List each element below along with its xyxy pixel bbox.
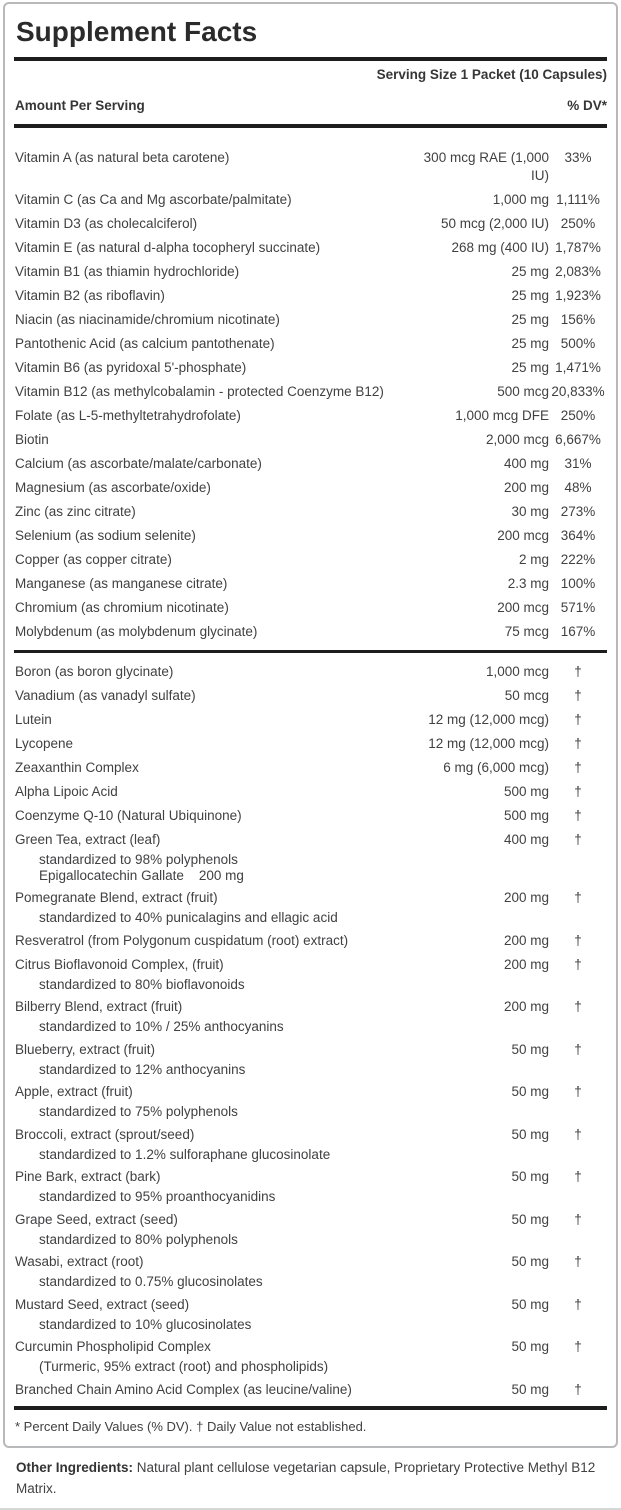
ingredient-subnotes (39, 852, 607, 883)
ingredient-row (15, 263, 607, 281)
ingredient-name: Pomegranate Blend, extract (fruit) (15, 890, 218, 905)
ingredient-subnote: standardized to 10% glucosinolates (39, 1316, 252, 1332)
ingredient-name: Citrus Bioflavonoid Complex, (fruit) (15, 956, 224, 972)
ingredient-row (15, 759, 607, 777)
ingredient-dv: † (574, 832, 582, 847)
ingredient-amount: 12 mg (12,000 mcg) (428, 736, 549, 751)
ingredient-row (15, 831, 607, 849)
ingredient-dv: † (574, 1084, 582, 1099)
ingredient-subnotes (39, 1147, 607, 1163)
ingredient-dv: † (574, 1126, 582, 1142)
ingredient-row (15, 191, 607, 209)
ingredient-row (15, 239, 607, 257)
ingredient-subnote: standardized to 0.75% glucosinolates (39, 1274, 263, 1289)
ingredient-dv: 6,667% (555, 432, 601, 447)
ingredient-subnote: Epigallocatechin Gallate 200 mg (39, 867, 244, 883)
percent-dv-header: % DV* (567, 98, 607, 113)
ingredient-dv: 273% (560, 504, 596, 519)
ingredient-name: Vitamin B6 (as pyridoxal 5'-phosphate) (15, 360, 247, 375)
ingredient-name: Curcumin Phospholipid Complex (15, 1339, 211, 1354)
ingredient-row (15, 1041, 607, 1059)
ingredient-amount: 500 mcg (497, 384, 549, 399)
ingredient-name: Vitamin B12 (as methylcobalamin - protected Coenzyme B12) (15, 384, 384, 399)
ingredient-amount: 50 mg (511, 1381, 549, 1397)
ingredient-subnote: standardized to 80% bioflavonoids (39, 976, 245, 992)
ingredient-amount: 1,000 mg (492, 192, 549, 207)
ingredient-name: Zeaxanthin Complex (15, 760, 139, 775)
ingredient-row (15, 687, 607, 705)
ingredient-amount: 25 mg (511, 288, 549, 303)
ingredient-dv: † (574, 1381, 582, 1397)
ingredient-dv: 33% (564, 150, 592, 165)
ingredient-row (15, 1211, 607, 1229)
ingredient-name: Manganese (as manganese citrate) (15, 576, 228, 591)
ingredient-row (15, 1168, 607, 1186)
ingredient-dv: 2,083% (555, 264, 601, 279)
ingredient-dv: † (574, 956, 582, 972)
ingredient-name: Wasabi, extract (root) (15, 1254, 144, 1269)
ingredient-amount: 25 mg (511, 336, 549, 351)
ingredient-dv: 1,111% (556, 192, 600, 207)
ingredient-subnotes (39, 1189, 607, 1205)
ingredient-amount: 25 mg (511, 264, 549, 279)
section-divider (14, 650, 607, 653)
ingredient-amount: 50 mcg (2,000 IU) (440, 216, 549, 231)
no-daily-value-rows (14, 663, 607, 1399)
ingredient-subnote: (Turmeric, 95% extract (root) and phospholipids) (39, 1359, 329, 1374)
ingredient-row (15, 215, 607, 233)
ingredient-dv: † (574, 784, 582, 799)
ingredient-row (15, 527, 607, 545)
other-ingredients (16, 1457, 605, 1499)
ingredient-amount: 50 mg (511, 1169, 549, 1184)
ingredient-name: Coenzyme Q-10 (Natural Ubiquinone) (15, 808, 242, 823)
ingredient-dv: † (574, 1296, 582, 1312)
ingredient-subnotes (39, 977, 607, 993)
ingredient-amount: 200 mg (503, 999, 549, 1014)
ingredient-subnotes (39, 1104, 607, 1120)
ingredient-dv: 222% (560, 552, 596, 567)
ingredient-name: Bilberry Blend, extract (fruit) (15, 999, 183, 1014)
ingredient-amount: 50 mg (511, 1126, 549, 1142)
ingredient-row (15, 998, 607, 1016)
ingredient-subnote: standardized to 1.2% sulforaphane glucosinolate (39, 1146, 331, 1162)
header-rule-bottom (14, 124, 607, 128)
ingredient-amount: 50 mg (511, 1041, 549, 1057)
ingredient-row (15, 599, 607, 617)
ingredient-amount: 50 mg (511, 1084, 549, 1099)
ingredient-subnotes (39, 1232, 607, 1248)
ingredient-dv: † (574, 1339, 582, 1354)
ingredient-name: Vitamin A (as natural beta carotene) (15, 150, 230, 165)
ingredient-dv: † (574, 1041, 582, 1057)
ingredient-amount: 400 mg (503, 456, 549, 471)
ingredient-dv: † (574, 808, 582, 823)
ingredient-name: Vitamin E (as natural d-alpha tocopheryl succinate) (15, 240, 321, 255)
ingredient-name: Calcium (as ascorbate/malate/carbonate) (15, 456, 262, 471)
ingredient-row (15, 311, 607, 329)
ingredient-name: Biotin (15, 432, 49, 447)
ingredient-row (15, 932, 607, 950)
ingredient-name: Magnesium (as ascorbate/oxide) (15, 480, 211, 495)
ingredient-name: Vitamin C (as Ca and Mg ascorbate/palmitate) (15, 192, 292, 207)
ingredient-subnotes (39, 1359, 607, 1375)
bottom-divider (0, 1508, 621, 1510)
ingredient-subnotes (39, 910, 607, 926)
ingredient-amount: 400 mg (503, 832, 549, 847)
ingredient-subnote: standardized to 10% / 25% anthocyanins (39, 1019, 284, 1034)
ingredient-row (15, 407, 607, 425)
ingredient-row (15, 735, 607, 753)
ingredient-amount: 200 mcg (497, 600, 549, 615)
ingredient-row (15, 1253, 607, 1271)
ingredient-amount: 30 mg (511, 504, 549, 519)
ingredient-row (15, 1381, 607, 1399)
ingredient-name: Lycopene (15, 736, 74, 751)
ingredient-name: Zinc (as zinc citrate) (15, 504, 136, 519)
ingredient-name: Pantothenic Acid (as calcium pantothenate) (15, 336, 275, 351)
ingredient-subnote: standardized to 12% anthocyanins (39, 1061, 246, 1077)
ingredient-amount: 200 mg (503, 932, 549, 948)
ingredient-amount: 25 mg (511, 312, 549, 327)
ingredient-row (15, 503, 607, 521)
ingredient-row (15, 1338, 607, 1356)
ingredient-subnotes (39, 1274, 607, 1290)
ingredient-amount: 50 mg (511, 1254, 549, 1269)
ingredient-name: Vitamin D3 (as cholecalciferol) (15, 216, 198, 231)
ingredient-amount: 300 mcg RAE (1,000 IU) (423, 150, 549, 183)
ingredient-name: Vitamin B2 (as riboflavin) (15, 288, 165, 303)
ingredient-name: Mustard Seed, extract (seed) (15, 1296, 190, 1312)
ingredient-dv: 1,471% (555, 360, 601, 375)
ingredient-row (15, 783, 607, 801)
ingredient-row (15, 383, 607, 401)
ingredient-dv: † (574, 1254, 582, 1269)
ingredient-dv: 1,787% (555, 240, 601, 255)
ingredient-dv: 250% (560, 408, 596, 423)
ingredient-name: Vanadium (as vanadyl sulfate) (15, 688, 196, 703)
ingredient-subnote: standardized to 98% polyphenols (39, 852, 238, 867)
ingredient-dv: 31% (564, 456, 592, 471)
daily-value-rows (14, 149, 607, 641)
panel-title: Supplement Facts (16, 16, 258, 47)
ingredient-dv: † (574, 999, 582, 1014)
ingredient-dv: 156% (560, 312, 596, 327)
footnote-rule (14, 1406, 607, 1410)
ingredient-subnotes (39, 1062, 607, 1078)
ingredient-dv: 364% (560, 528, 596, 543)
ingredient-row (15, 1296, 607, 1314)
ingredient-dv: 20,833% (551, 384, 605, 399)
ingredient-row (15, 663, 607, 681)
ingredient-subnotes (39, 1317, 607, 1333)
ingredient-subnote: standardized to 75% polyphenols (39, 1104, 238, 1119)
amount-per-serving-header: Amount Per Serving (15, 98, 145, 113)
ingredient-row (15, 889, 607, 907)
ingredient-amount: 500 mg (503, 784, 549, 799)
ingredient-dv: † (574, 1169, 582, 1184)
supplement-facts-panel (3, 2, 618, 1448)
ingredient-amount: 50 mg (511, 1296, 549, 1312)
ingredient-row (15, 1126, 607, 1144)
ingredient-dv: † (574, 932, 582, 948)
ingredient-row (15, 335, 607, 353)
ingredient-row (15, 287, 607, 305)
ingredient-amount: 500 mg (503, 808, 549, 823)
ingredient-dv: 571% (560, 600, 596, 615)
ingredient-name: Copper (as copper citrate) (15, 552, 172, 567)
ingredient-subnotes (39, 1019, 607, 1035)
ingredient-row (15, 149, 607, 185)
ingredient-name: Chromium (as chromium nicotinate) (15, 600, 229, 615)
other-ingredients-text: Natural plant cellulose vegetarian capsule, Proprietary Protective Methyl B12 Matrix. (16, 1459, 596, 1496)
ingredient-amount: 75 mcg (504, 624, 549, 639)
ingredient-amount: 50 mg (511, 1211, 549, 1227)
ingredient-dv: † (574, 688, 582, 703)
ingredient-dv: † (574, 1211, 582, 1227)
ingredient-name: Boron (as boron glycinate) (15, 664, 174, 679)
ingredient-name: Blueberry, extract (fruit) (15, 1041, 156, 1057)
ingredient-amount: 12 mg (12,000 mcg) (428, 712, 549, 727)
ingredient-name: Lutein (15, 712, 52, 727)
ingredient-row (15, 575, 607, 593)
ingredient-amount: 2.3 mg (507, 576, 549, 591)
ingredient-row (15, 623, 607, 641)
ingredient-amount: 200 mg (503, 956, 549, 972)
other-ingredients-label: Other Ingredients: (16, 1459, 134, 1475)
ingredient-name: Alpha Lipoic Acid (15, 784, 118, 799)
ingredient-amount: 2,000 mcg (485, 432, 549, 447)
ingredient-name: Resveratrol (from Polygonum cuspidatum (root) extract) (15, 932, 349, 948)
ingredient-name: Vitamin B1 (as thiamin hydrochloride) (15, 264, 240, 279)
ingredient-row (15, 551, 607, 569)
ingredient-amount: 200 mg (503, 480, 549, 495)
ingredient-subnote: standardized to 80% polyphenols (39, 1231, 238, 1247)
ingredient-row (15, 807, 607, 825)
ingredient-name: Pine Bark, extract (bark) (15, 1169, 161, 1184)
ingredient-amount: 268 mg (400 IU) (451, 240, 549, 255)
ingredient-dv: † (574, 664, 582, 679)
ingredient-name: Broccoli, extract (sprout/seed) (15, 1126, 195, 1142)
ingredient-name: Grape Seed, extract (seed) (15, 1211, 178, 1227)
ingredient-dv: 1,923% (555, 288, 601, 303)
ingredient-amount: 2 mg (518, 552, 549, 567)
ingredient-amount: 6 mg (6,000 mcg) (443, 760, 549, 775)
footnote: * Percent Daily Values (% DV). † Daily Value not established. (15, 1418, 367, 1434)
ingredient-amount: 50 mcg (504, 688, 549, 703)
ingredient-row (15, 479, 607, 497)
ingredient-name: Branched Chain Amino Acid Complex (as leucine/valine) (15, 1381, 352, 1397)
ingredient-amount: 200 mcg (497, 528, 549, 543)
ingredient-dv: † (574, 712, 582, 727)
ingredient-row (15, 711, 607, 729)
ingredient-amount: 50 mg (511, 1339, 549, 1354)
ingredient-dv: 500% (560, 336, 596, 351)
ingredient-name: Apple, extract (fruit) (15, 1084, 133, 1099)
ingredient-name: Molybdenum (as molybdenum glycinate) (15, 624, 258, 639)
ingredient-amount: 1,000 mcg DFE (455, 408, 549, 423)
serving-size: Serving Size 1 Packet (10 Capsules) (376, 67, 607, 82)
ingredient-row (15, 431, 607, 449)
ingredient-dv: † (574, 736, 582, 751)
ingredient-dv: 48% (564, 480, 592, 495)
ingredient-amount: 1,000 mcg (485, 664, 549, 679)
ingredient-row (15, 455, 607, 473)
ingredient-name: Green Tea, extract (leaf) (15, 832, 161, 847)
ingredient-dv: 167% (560, 624, 596, 639)
ingredient-row (15, 956, 607, 974)
ingredient-name: Folate (as L-5-methyltetrahydrofolate) (15, 408, 241, 423)
column-headers (15, 97, 607, 115)
header-rule-top (14, 57, 607, 61)
ingredient-row (15, 1083, 607, 1101)
ingredient-subnote: standardized to 40% punicalagins and ellagic acid (39, 910, 338, 925)
ingredient-dv: 250% (560, 216, 596, 231)
ingredient-amount: 200 mg (503, 890, 549, 905)
ingredient-dv: † (574, 890, 582, 905)
ingredient-amount: 25 mg (511, 360, 549, 375)
ingredient-name: Selenium (as sodium selenite) (15, 528, 196, 543)
ingredient-name: Niacin (as niacinamide/chromium nicotinate) (15, 312, 280, 327)
ingredient-row (15, 359, 607, 377)
ingredient-subnote: standardized to 95% proanthocyanidins (39, 1189, 276, 1204)
ingredient-dv: † (574, 760, 582, 775)
ingredient-dv: 100% (560, 576, 596, 591)
